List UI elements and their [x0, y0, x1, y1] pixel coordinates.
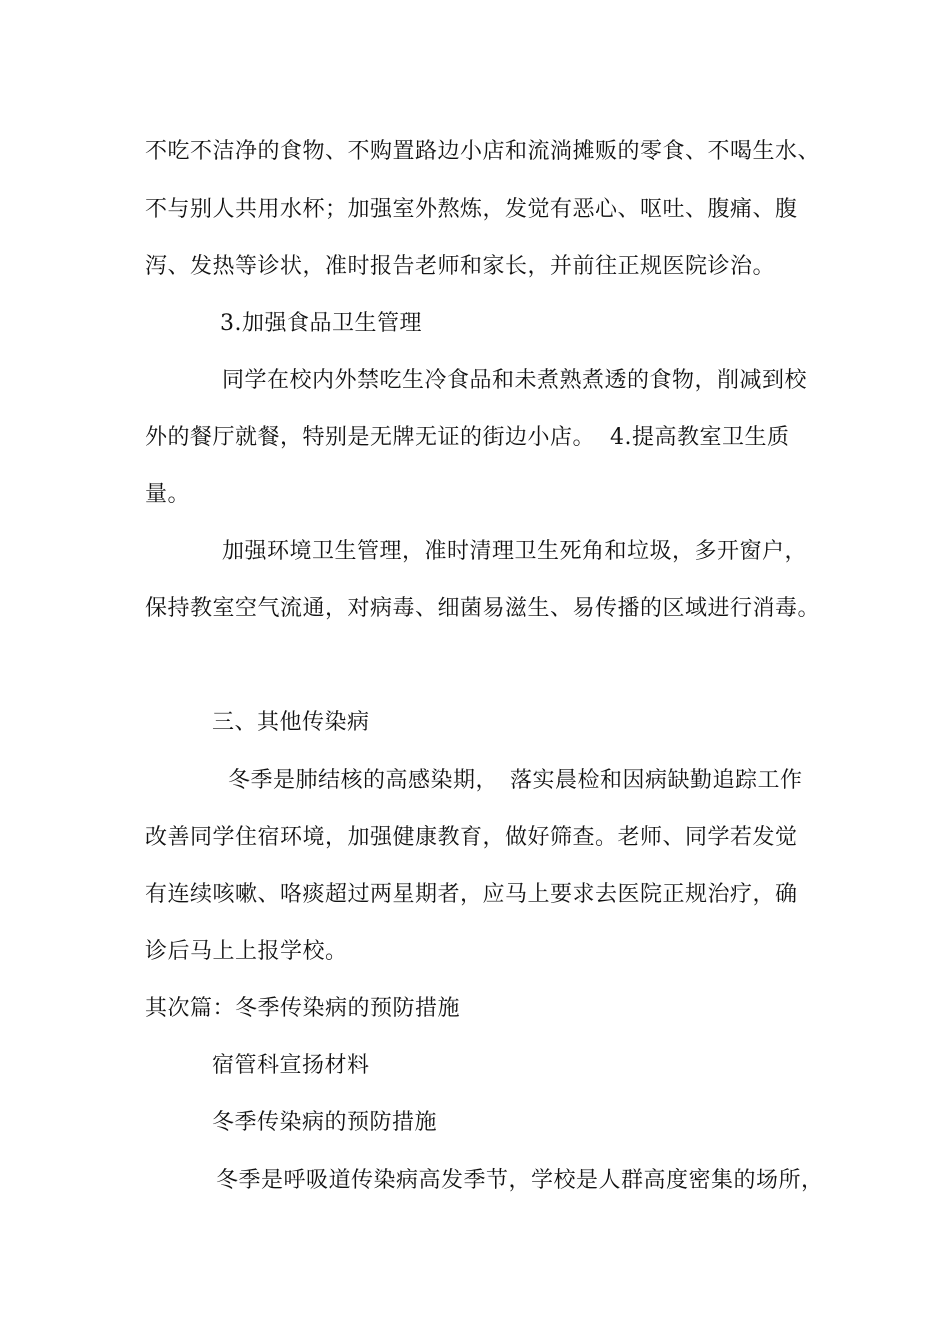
- text-line-1: 不吃不洁净的食物、不购置路边小店和流淌摊贩的零食、不喝生水、: [145, 139, 821, 164]
- text-line-20: 冬季是呼吸道传染病高发季节，学校是人群高度密集的场所，: [216, 1168, 824, 1193]
- section-heading-3: 3.加强食品卫生管理: [220, 311, 422, 336]
- text-line-12a: 冬季是肺结核的高感染期，: [228, 768, 499, 793]
- text-line-2: 不与别人共用水杯；加强室外熬炼，发觉有恶心、呕吐、腹痛、腹: [145, 197, 798, 222]
- text-line-10: 保持教室空气流通，对病毒、细菌易滋生、易传播的区域进行消毒。: [145, 596, 821, 621]
- text-line-8: 量。: [145, 482, 191, 507]
- text-line-13: 改善同学住宿环境，加强健康教育，做好筛查。老师、同学若发觉: [145, 825, 798, 850]
- text-line-14: 有连续咳嗽、咯痰超过两星期者，应马上要求去医院正规治疗，确: [145, 882, 798, 907]
- department-label: 宿管科宣扬材料: [212, 1053, 370, 1078]
- text-line-6: 外的餐厅就餐，特别是无牌无证的街边小店。: [145, 425, 596, 450]
- text-line-15: 诊后马上上报学校。: [145, 939, 348, 964]
- text-line-5: 同学在校内外禁吃生冷食品和未煮熟煮透的食物，削减到校: [222, 368, 808, 393]
- section-heading-4: 4.提高教室卫生质: [610, 425, 790, 450]
- article-title: 冬季传染病的预防措施: [212, 1110, 438, 1135]
- text-line-9: 加强环境卫生管理，准时清理卫生死角和垃圾，多开窗户，: [222, 539, 808, 564]
- text-line-3: 泻、发热等诊状，准时报告老师和家长，并前往正规医院诊治。: [145, 254, 776, 279]
- section-heading-three: 三、其他传染病: [212, 710, 370, 735]
- text-line-12b: 落实晨检和因病缺勤追踪工作: [510, 768, 803, 793]
- chapter-title: 其次篇：冬季传染病的预防措施: [145, 996, 461, 1021]
